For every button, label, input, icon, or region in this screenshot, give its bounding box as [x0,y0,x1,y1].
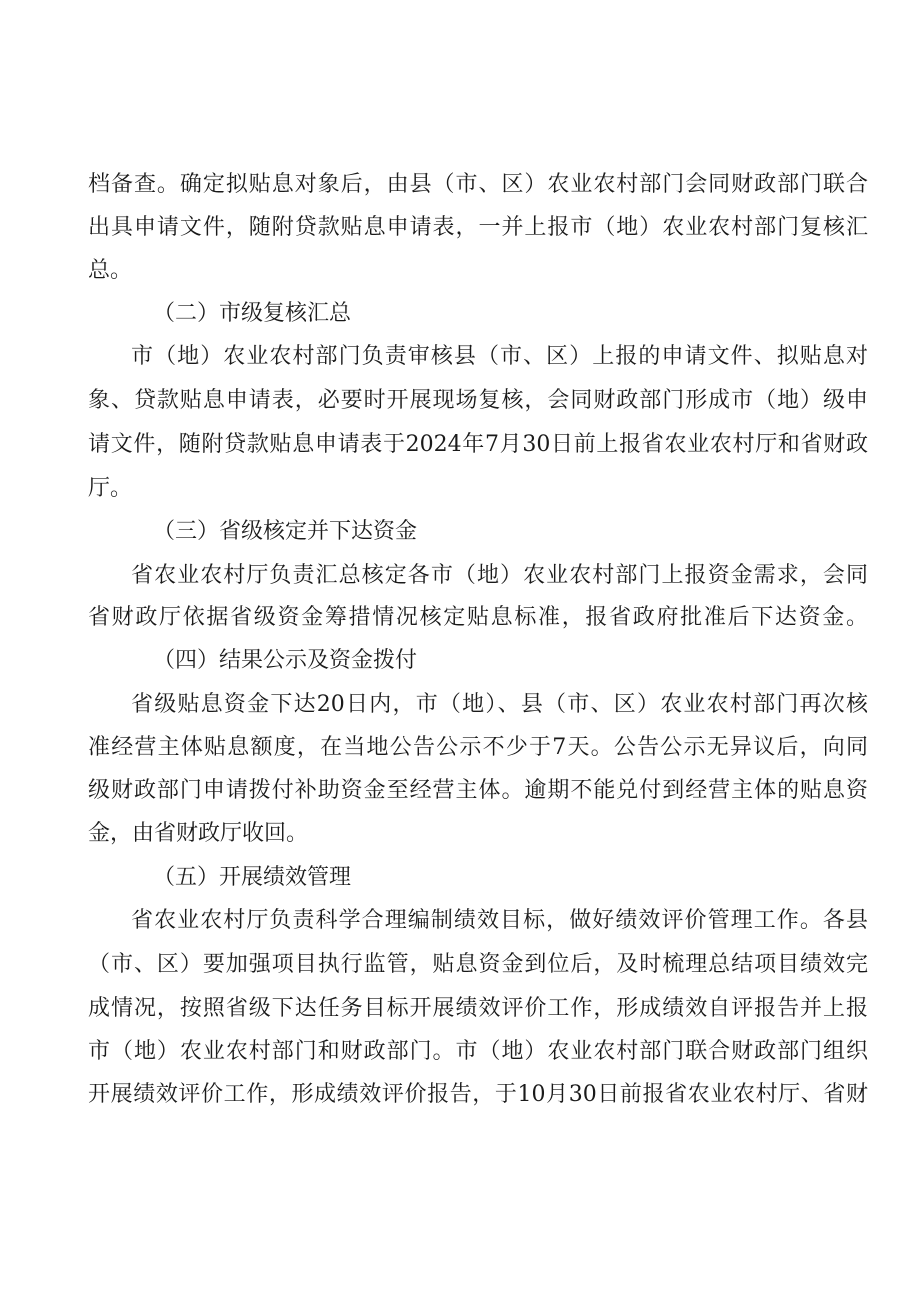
paragraph-line: 请文件，随附贷款贴息申请表于2024年7月30日前上报省农业农村厅和省财政 [88,432,868,457]
paragraph-line: 开展绩效评价工作，形成绩效评价报告，于10月30日前报省农业农村厅、省财 [88,1082,868,1107]
paragraph-line: 市（地）农业农村部门和财政部门。市（地）农业农村部门联合财政部门组织 [88,1039,868,1064]
paragraph-line: 省级贴息资金下达20日内，市（地）、县（市、区）农业农村部门再次核 [131,692,868,717]
section-heading: （五）开展绩效管理 [153,865,352,890]
paragraph-line: 总。 [88,258,133,283]
paragraph-line: （市、区）要加强项目执行监管，贴息资金到位后，及时梳理总结项目绩效完 [88,952,868,977]
section-heading: （四）结果公示及资金拨付 [153,648,418,673]
paragraph-line: 档备查。确定拟贴息对象后，由县（市、区）农业农村部门会同财政部门联合 [88,172,868,197]
section-heading: （三）省级核定并下达资金 [153,519,418,544]
paragraph-line: 省农业农村厅负责科学合理编制绩效目标，做好绩效评价管理工作。各县 [131,908,868,933]
paragraph-line: 象、贷款贴息申请表，必要时开展现场复核，会同财政部门形成市（地）级申 [88,388,868,413]
paragraph-line: 省农业农村厅负责汇总核定各市（地）农业农村部门上报资金需求，会同 [131,563,868,588]
paragraph-line: 市（地）农业农村部门负责审核县（市、区）上报的申请文件、拟贴息对 [131,344,868,369]
paragraph-line: 出具申请文件，随附贷款贴息申请表，一并上报市（地）农业农村部门复核汇 [88,215,868,240]
paragraph-line: 厅。 [88,476,133,501]
paragraph-line: 成情况，按照省级下达任务目标开展绩效评价工作，形成绩效自评报告并上报 [88,996,868,1021]
paragraph-line: 级财政部门申请拨付补助资金至经营主体。逾期不能兑付到经营主体的贴息资 [88,778,868,803]
paragraph-line: 准经营主体贴息额度，在当地公告公示不少于7天。公告公示无异议后，向同 [88,735,868,760]
section-heading: （二）市级复核汇总 [153,301,352,326]
paragraph-line: 金，由省财政厅收回。 [88,821,309,846]
paragraph-line: 省财政厅依据省级资金筹措情况核定贴息标准，报省政府批准后下达资金。 [88,605,868,630]
